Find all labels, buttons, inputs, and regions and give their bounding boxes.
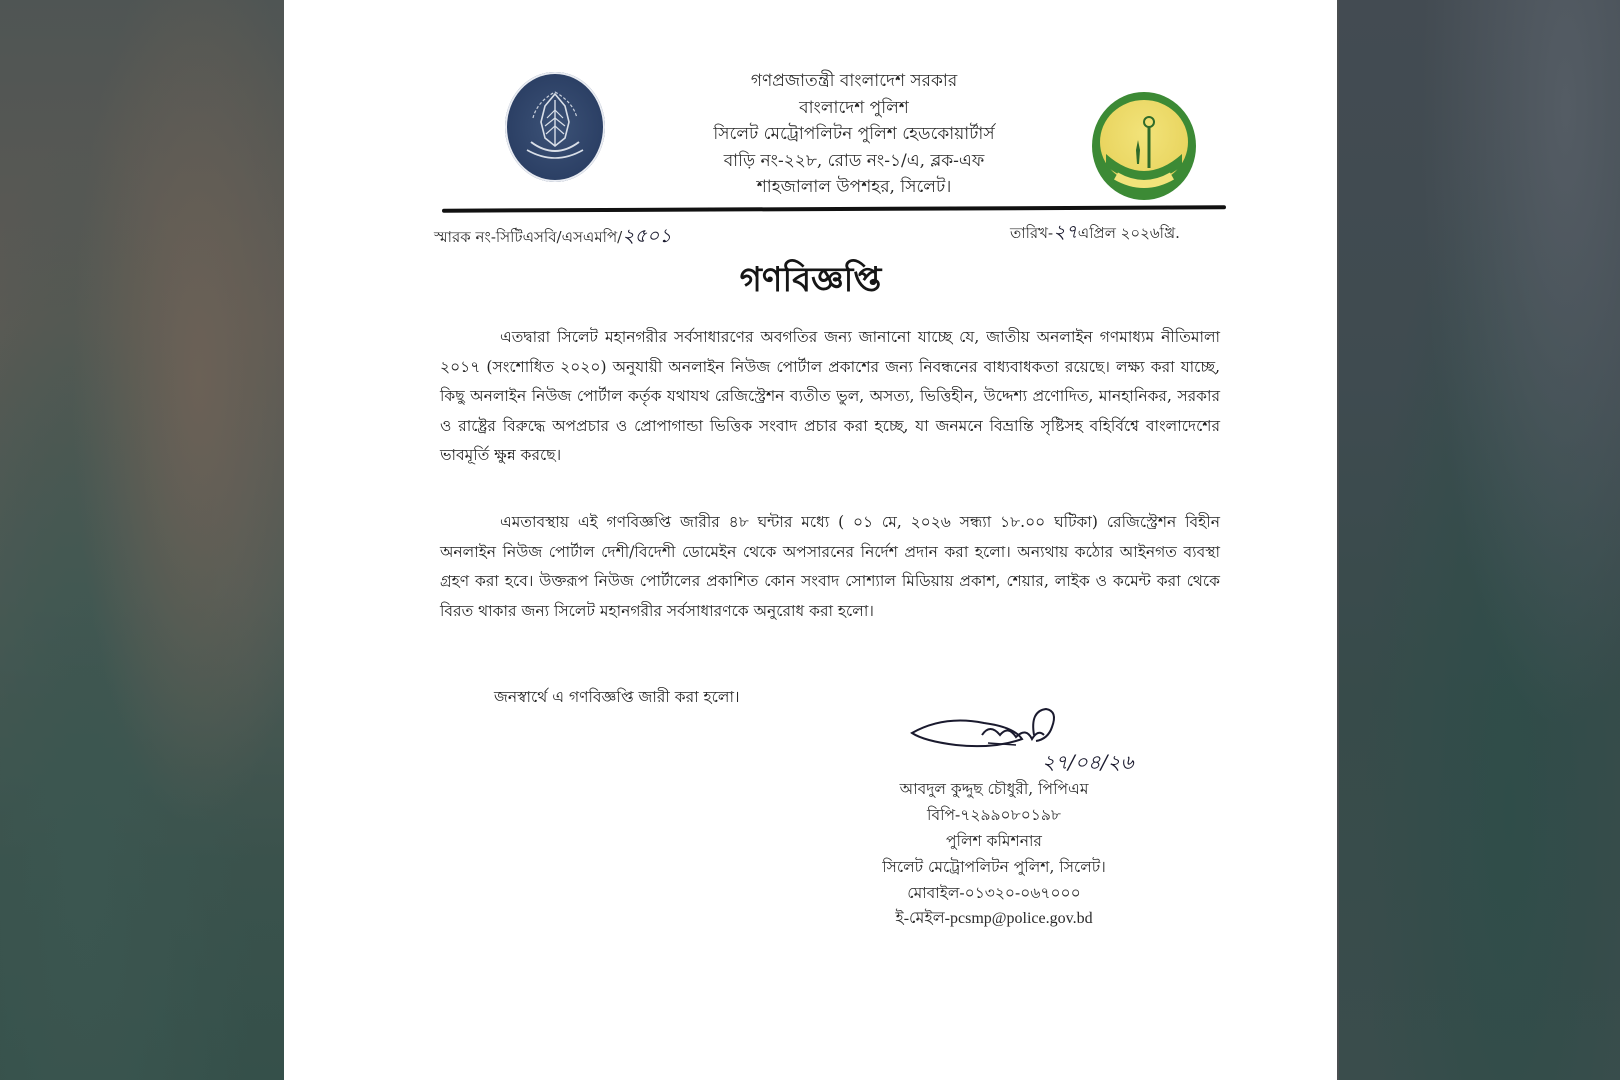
signatory-block bbox=[854, 776, 1134, 932]
date-handwritten-day: ২৭ bbox=[1053, 221, 1078, 243]
memo-ref-handwritten: ২৫০১ bbox=[622, 225, 672, 247]
signatory-name: আবদুল কুদ্দুছ চৌধুরী, পিপিএম bbox=[899, 780, 1089, 798]
letterhead-divider bbox=[442, 205, 1226, 212]
signatory-email: ই-মেইল-pcsmp@police.gov.bd bbox=[895, 910, 1093, 927]
notice-paragraph-3: জনস্বার্থে এ গণবিজ্ঞপ্তি জারী করা হলো। bbox=[494, 688, 740, 706]
signatory-designation: পুলিশ কমিশনার bbox=[946, 832, 1042, 850]
notice-paragraph-2: এমতাবস্থায় এই গণবিজ্ঞপ্তি জারীর ৪৮ ঘন্টার মধ্যে ( ০১ মে, ২০২৬ সন্ধ্যা ১৮.০০ ঘটিকা) রেজিস্ট্রেশন বিহীন অনলাইন নিউজ পোর্টাল দেশী/বিদেশী ডোমেইন থেকে অপসারনের নির্দেশ প্রদান করা হলো। অন্যথায় কঠোর আইনগত ব্যবস্থা গ্রহণ করা হবে। উক্তরূপ নিউজ পোর্টালের প্রকাশিত কোন সংবাদ সোশ্যাল মিডিয়ায় প্রকাশ, শেয়ার, লাইক ও কমেন্ট করা থেকে বিরত থাকার জন্য সিলেট মহানগরীর সর্বসাধারণকে অনুরোধ করা হলো। bbox=[440, 513, 1220, 620]
letterhead-line-area: শাহজালাল উপশহর, সিলেট। bbox=[756, 177, 952, 197]
notice-paragraph-1: এতদ্বারা সিলেট মহানগরীর সর্বসাধারণের অবগতির জন্য জানানো যাচ্ছে যে, জাতীয় অনলাইন গণমাধ্যম নীতিমালা ২০১৭ (সংশোধিত ২০২০) অনুযায়ী অনলাইন নিউজ পোর্টাল প্রকাশের জন্য নিবন্ধনের বাধ্যবাধকতা রয়েছে। লক্ষ্য করা যাচ্ছে, কিছু অনলাইন নিউজ পোর্টাল কর্তৃক যথাযথ রেজিস্ট্রেশন ব্যতীত ভুল, অসত্য, ভিত্তিহীন, উদ্দেশ্য প্রণোদিত, মানহানিকর, সরকার ও রাষ্ট্রের বিরুদ্ধে অপপ্রচার ও প্রোপাগান্ডা ভিত্তিক সংবাদ প্রচার করা হচ্ছে, যা জনমনে বিভ্রান্তি সৃষ্টিসহ বহির্বিশ্বে বাংলাদেশের ভাবমূর্তি ক্ষুন্ন করছে। bbox=[440, 328, 1220, 464]
letterhead-line-government: গণপ্রজাতন্ত্রী বাংলাদেশ সরকার bbox=[750, 71, 958, 91]
signature-icon bbox=[904, 705, 1174, 785]
bangladesh-police-emblem-icon bbox=[505, 72, 605, 182]
letterhead-line-headquarters: সিলেট মেট্রোপলিটন পুলিশ হেডকোয়ার্টার্স bbox=[713, 124, 995, 144]
document-title: গণবিজ্ঞপ্তি bbox=[739, 260, 882, 300]
date-month-year: এপ্রিল ২০২৬খ্রি. bbox=[1077, 224, 1180, 242]
blurred-background-left bbox=[0, 0, 284, 1080]
notice-document bbox=[284, 0, 1337, 1080]
signatory-bp-number: বিপি-৭২৯৯০৮০১৯৮ bbox=[927, 806, 1061, 824]
date-label: তারিখ- bbox=[1010, 224, 1054, 242]
memo-date bbox=[1010, 218, 1180, 250]
signatory-office: সিলেট মেট্রোপলিটন পুলিশ, সিলেট। bbox=[882, 858, 1106, 876]
letterhead bbox=[664, 68, 1044, 201]
letterhead-line-police: বাংলাদেশ পুলিশ bbox=[799, 97, 909, 118]
memo-ref-label: স্মারক নং-সিটিএসবি/এসএমপি/ bbox=[434, 228, 623, 246]
sylhet-metropolitan-police-emblem-icon bbox=[1092, 92, 1196, 200]
letterhead-line-address: বাড়ি নং-২২৮, রোড নং-১/এ, ব্লক-এফ bbox=[723, 150, 985, 171]
signatory-mobile: মোবাইল-০১৩২০-০৬৭০০০ bbox=[907, 884, 1081, 902]
blurred-background-right bbox=[1337, 0, 1620, 1080]
memo-reference-number bbox=[434, 222, 672, 254]
signature-date: ২৭/০৪/২৬ bbox=[1042, 750, 1134, 774]
